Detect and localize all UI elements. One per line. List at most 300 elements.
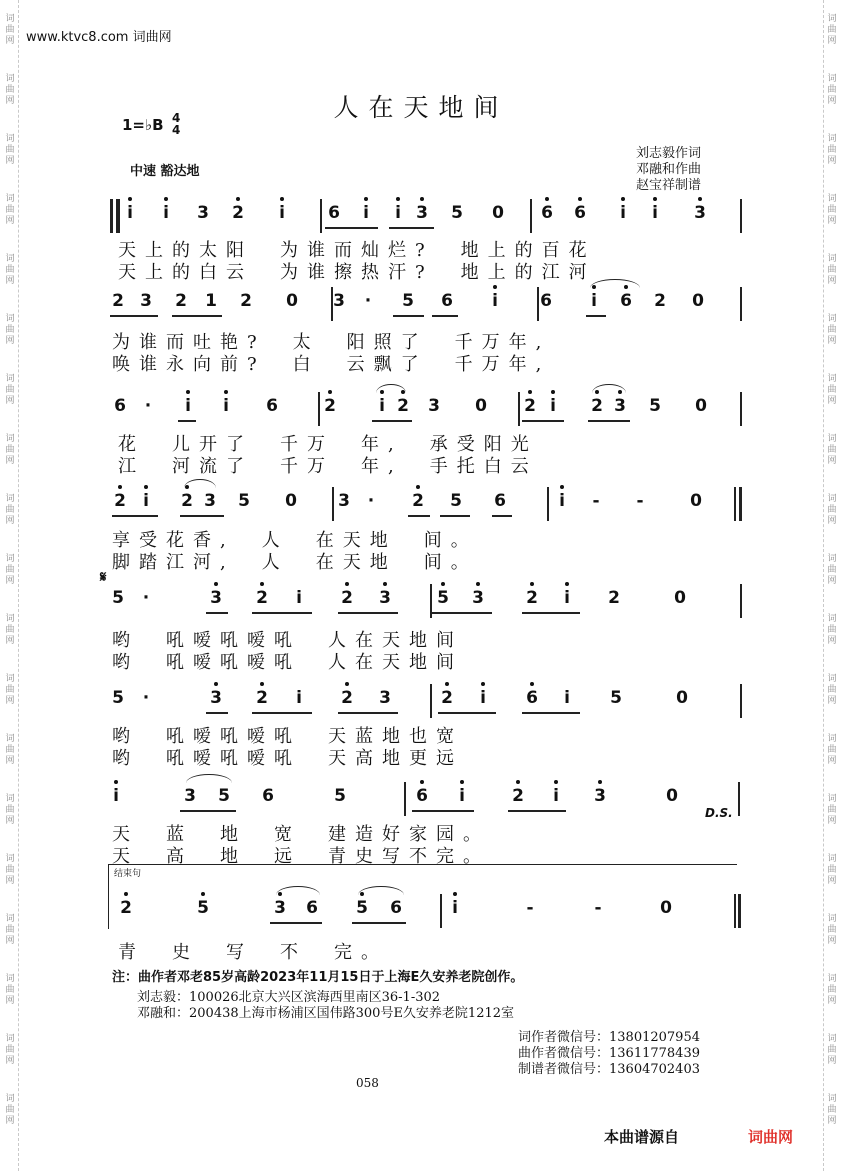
note: 3 xyxy=(274,898,286,918)
note: 5 xyxy=(402,291,414,311)
lyricist-wechat: 词作者微信号：13801207954 xyxy=(518,1030,700,1045)
bar-line xyxy=(738,782,740,816)
watermark-char: 网 xyxy=(827,875,837,886)
ending-label: 结束句 xyxy=(114,869,142,879)
note: 2 xyxy=(256,688,268,708)
watermark-char: 曲 xyxy=(5,804,15,815)
watermark-char: 词 xyxy=(5,793,15,804)
note: 3 xyxy=(416,203,428,223)
lyric-line: 天 高 地 远 青史写不完。 xyxy=(112,846,490,867)
dot-above xyxy=(201,892,205,896)
watermark-mark xyxy=(827,180,836,240)
note: · xyxy=(367,491,375,511)
lyricist-address: 刘志毅：100026北京大兴区滨海西里南区36-1-302 xyxy=(137,990,441,1005)
watermark-char: 曲 xyxy=(5,564,15,575)
arranger-wechat: 制谱者微信号：13604702403 xyxy=(518,1062,700,1077)
dot-above xyxy=(164,197,168,201)
dot-above xyxy=(114,780,118,784)
watermark-char: 词 xyxy=(5,913,15,924)
note: 6 xyxy=(541,203,553,223)
note: 2 xyxy=(324,396,336,416)
note: 2 xyxy=(112,291,124,311)
watermark-char: 网 xyxy=(5,455,15,466)
watermark-char: 词 xyxy=(5,1033,15,1044)
underline xyxy=(508,810,566,812)
watermark-char: 网 xyxy=(5,935,15,946)
watermark-char: 曲 xyxy=(827,84,837,95)
key-signature: 1=♭B xyxy=(122,116,164,134)
underline xyxy=(206,712,228,714)
underline xyxy=(432,315,458,317)
watermark-char: 网 xyxy=(827,1115,837,1126)
bar-line xyxy=(331,287,333,321)
watermark-mark xyxy=(827,840,836,900)
note: 0 xyxy=(666,786,678,806)
slur xyxy=(184,479,216,488)
bar-line xyxy=(740,392,742,426)
watermark-mark xyxy=(5,180,14,240)
dot-above xyxy=(328,390,332,394)
note: 3 xyxy=(379,688,391,708)
watermark-char: 词 xyxy=(827,253,837,264)
underline xyxy=(389,227,434,229)
watermark-mark xyxy=(827,540,836,600)
watermark-mark xyxy=(5,780,14,840)
underline xyxy=(270,922,322,924)
dot-above xyxy=(528,390,532,394)
slur xyxy=(592,384,626,393)
note: i xyxy=(113,786,119,806)
wechat-contacts xyxy=(518,1030,700,1078)
note: 3 xyxy=(184,786,196,806)
underline xyxy=(352,922,406,924)
watermark-mark xyxy=(5,900,14,960)
dot-above xyxy=(698,197,702,201)
watermark-mark xyxy=(5,300,14,360)
note: i xyxy=(564,688,570,708)
watermark-char: 曲 xyxy=(5,624,15,635)
note: i xyxy=(559,491,565,511)
dot-above xyxy=(416,485,420,489)
ending-bracket xyxy=(108,864,737,929)
dot-above xyxy=(493,285,497,289)
slur xyxy=(376,384,406,393)
note: 0 xyxy=(492,203,504,223)
note: - xyxy=(592,491,600,511)
bar-line xyxy=(320,199,322,233)
note: 2 xyxy=(341,688,353,708)
time-top: 4 xyxy=(172,111,181,125)
watermark-char: 词 xyxy=(5,973,15,984)
watermark-char: 曲 xyxy=(5,744,15,755)
watermark-mark xyxy=(5,120,14,180)
watermark-char: 网 xyxy=(827,815,837,826)
underline xyxy=(393,315,424,317)
watermark-char: 网 xyxy=(827,95,837,106)
watermark-char: 词 xyxy=(5,313,15,324)
note: 5 xyxy=(356,898,368,918)
note: 2 xyxy=(240,291,252,311)
watermark-char: 词 xyxy=(5,193,15,204)
watermark-char: 网 xyxy=(827,35,837,46)
watermark-mark xyxy=(5,540,14,600)
watermark-mark xyxy=(5,360,14,420)
note: · xyxy=(142,588,150,608)
note: 0 xyxy=(676,688,688,708)
note: i xyxy=(620,203,626,223)
bar-line xyxy=(547,487,549,521)
note: i xyxy=(363,203,369,223)
watermark-mark xyxy=(827,900,836,960)
watermark-char: 曲 xyxy=(5,444,15,455)
note: i xyxy=(143,491,149,511)
note: - xyxy=(526,898,534,918)
watermark-char: 曲 xyxy=(827,444,837,455)
note: 2 xyxy=(526,588,538,608)
watermark-char: 曲 xyxy=(827,504,837,515)
dot-above xyxy=(453,892,457,896)
watermark-char: 网 xyxy=(827,155,837,166)
watermark-char: 网 xyxy=(827,515,837,526)
note: 0 xyxy=(690,491,702,511)
dot-above xyxy=(345,682,349,686)
note: 0 xyxy=(660,898,672,918)
watermark-char: 曲 xyxy=(827,564,837,575)
note: 3 xyxy=(197,203,209,223)
watermark-mark xyxy=(5,840,14,900)
note: 6 xyxy=(574,203,586,223)
bar-line xyxy=(430,684,432,718)
watermark-char: 网 xyxy=(5,275,15,286)
dot-above xyxy=(214,682,218,686)
note: i xyxy=(127,203,133,223)
note: i xyxy=(279,203,285,223)
composer-address: 邓融和：200438上海市杨浦区国伟路300号E久安养老院1212室 xyxy=(137,1006,515,1021)
bar-line xyxy=(740,684,742,718)
watermark-char: 网 xyxy=(827,1055,837,1066)
note: 2 xyxy=(412,491,424,511)
note: i xyxy=(564,588,570,608)
note: 6 xyxy=(494,491,506,511)
watermark-char: 网 xyxy=(5,815,15,826)
repeat-end-thick xyxy=(739,487,742,521)
tempo-marking: 中速 豁达地 xyxy=(130,164,200,179)
watermark-mark xyxy=(827,240,836,300)
underline xyxy=(112,515,158,517)
note: 5 xyxy=(334,786,346,806)
watermark-char: 曲 xyxy=(5,84,15,95)
note: 0 xyxy=(695,396,707,416)
dot-above xyxy=(118,485,122,489)
note: 3 xyxy=(694,203,706,223)
note: 5 xyxy=(610,688,622,708)
dot-above xyxy=(565,582,569,586)
note: · xyxy=(142,688,150,708)
underline xyxy=(252,712,312,714)
watermark-char: 词 xyxy=(827,613,837,624)
watermark-mark xyxy=(5,240,14,300)
underline xyxy=(325,227,378,229)
left-watermark-strip xyxy=(2,0,19,1171)
watermark-char: 曲 xyxy=(5,1044,15,1055)
watermark-mark xyxy=(827,120,836,180)
note: 3 xyxy=(379,588,391,608)
watermark-char: 曲 xyxy=(5,984,15,995)
note: 2 xyxy=(341,588,353,608)
note: i xyxy=(492,291,498,311)
slur xyxy=(186,774,232,783)
dot-above xyxy=(280,197,284,201)
watermark-char: 网 xyxy=(5,1055,15,1066)
note: i xyxy=(185,396,191,416)
note: 6 xyxy=(114,396,126,416)
note: i xyxy=(459,786,465,806)
note: 3 xyxy=(204,491,216,511)
watermark-char: 词 xyxy=(5,733,15,744)
underline xyxy=(412,810,474,812)
watermark-char: 曲 xyxy=(827,144,837,155)
watermark-char: 曲 xyxy=(5,504,15,515)
watermark-char: 词 xyxy=(827,1093,837,1104)
repeat-end-thin xyxy=(734,487,736,521)
lyric-line: 天上的太阳 为谁而灿烂? 地上的百花 xyxy=(118,240,596,261)
lyric-line: 唤谁永向前? 白 云飘了 千万年, xyxy=(112,354,551,375)
source-site-link[interactable]: 词曲网 xyxy=(748,1128,794,1146)
dot-above xyxy=(236,197,240,201)
note: 2 xyxy=(591,396,603,416)
watermark-char: 词 xyxy=(5,1093,15,1104)
note: 0 xyxy=(692,291,704,311)
underline xyxy=(338,712,398,714)
note: 5 xyxy=(649,396,661,416)
note: i xyxy=(550,396,556,416)
watermark-char: 词 xyxy=(827,373,837,384)
watermark-char: 网 xyxy=(827,275,837,286)
segno-sign: 𝄋 xyxy=(100,568,107,586)
watermark-char: 词 xyxy=(827,133,837,144)
dot-above xyxy=(621,197,625,201)
watermark-mark xyxy=(827,960,836,1020)
watermark-mark xyxy=(827,780,836,840)
note: 6 xyxy=(306,898,318,918)
watermark-char: 曲 xyxy=(5,144,15,155)
repeat-start-thick xyxy=(110,199,113,233)
bar-line xyxy=(740,287,742,321)
watermark-char: 网 xyxy=(827,935,837,946)
watermark-char: 曲 xyxy=(827,1104,837,1115)
bar-line xyxy=(440,894,442,928)
note: 1 xyxy=(205,291,217,311)
watermark-mark xyxy=(827,720,836,780)
note: 2 xyxy=(524,396,536,416)
repeat-start-thin xyxy=(116,199,118,233)
note: 3 xyxy=(210,688,222,708)
watermark-char: 网 xyxy=(5,335,15,346)
note: 2 xyxy=(654,291,666,311)
dot-above xyxy=(554,780,558,784)
watermark-char: 网 xyxy=(5,635,15,646)
underline xyxy=(492,515,512,517)
watermark-mark xyxy=(827,1080,836,1140)
addresses xyxy=(137,990,514,1022)
watermark-char: 词 xyxy=(827,733,837,744)
watermark-char: 曲 xyxy=(827,684,837,695)
note: i xyxy=(591,291,597,311)
note: 3 xyxy=(614,396,626,416)
watermark-char: 曲 xyxy=(5,204,15,215)
watermark-char: 网 xyxy=(827,755,837,766)
bar-line xyxy=(740,584,742,618)
note: 2 xyxy=(441,688,453,708)
watermark-char: 曲 xyxy=(827,924,837,935)
watermark-char: 曲 xyxy=(827,624,837,635)
watermark-char: 曲 xyxy=(827,1044,837,1055)
note: · xyxy=(364,291,372,311)
dot-above xyxy=(124,892,128,896)
note: 6 xyxy=(262,786,274,806)
note: 2 xyxy=(232,203,244,223)
underline xyxy=(178,420,196,422)
source-label: 本曲谱源自 xyxy=(604,1128,680,1146)
note: 0 xyxy=(674,588,686,608)
watermark-char: 曲 xyxy=(5,384,15,395)
underline xyxy=(408,515,430,517)
watermark-char: 曲 xyxy=(827,864,837,875)
note: i xyxy=(296,588,302,608)
watermark-char: 曲 xyxy=(5,684,15,695)
dot-above xyxy=(551,390,555,394)
note: 3 xyxy=(472,588,484,608)
watermark-char: 网 xyxy=(5,395,15,406)
dot-above xyxy=(396,197,400,201)
watermark-char: 词 xyxy=(827,793,837,804)
watermark-char: 曲 xyxy=(5,324,15,335)
watermark-mark xyxy=(5,960,14,1020)
note: - xyxy=(636,491,644,511)
watermark-char: 曲 xyxy=(5,24,15,35)
watermark-char: 词 xyxy=(5,853,15,864)
lyric-line: 哟 吼嗳吼嗳吼 天高地更远 xyxy=(112,748,463,769)
lyric-line: 享受花香, 人 在天地 间。 xyxy=(112,530,478,551)
watermark-char: 词 xyxy=(827,73,837,84)
dot-above xyxy=(420,197,424,201)
note: 2 xyxy=(256,588,268,608)
annotation: 注：曲作者邓老85岁高龄2023年11月15日于上海E久安养老院创作。 xyxy=(112,970,524,985)
watermark-char: 曲 xyxy=(827,744,837,755)
watermark-char: 曲 xyxy=(5,864,15,875)
lyric-line: 哟 吼嗳吼嗳吼 人在天地间 xyxy=(112,652,463,673)
lyric-line: 哟 吼嗳吼嗳吼 天蓝地也宽 xyxy=(112,726,463,747)
watermark-char: 曲 xyxy=(827,324,837,335)
dot-above xyxy=(460,780,464,784)
dot-above xyxy=(224,390,228,394)
bar-line xyxy=(734,894,736,928)
underline xyxy=(110,315,158,317)
watermark-char: 网 xyxy=(827,575,837,586)
watermark-char: 词 xyxy=(827,313,837,324)
note: · xyxy=(144,396,152,416)
time-signature xyxy=(172,112,180,136)
watermark-mark xyxy=(827,660,836,720)
note: 3 xyxy=(428,396,440,416)
arranger-credit: 赵宝祥制谱 xyxy=(636,178,702,193)
watermark-char: 词 xyxy=(5,373,15,384)
watermark-char: 曲 xyxy=(5,264,15,275)
note: 6 xyxy=(620,291,632,311)
watermark-char: 网 xyxy=(5,695,15,706)
note: 2 xyxy=(608,588,620,608)
watermark-mark xyxy=(827,0,836,60)
watermark-mark xyxy=(5,480,14,540)
dot-above xyxy=(530,582,534,586)
dot-above xyxy=(345,582,349,586)
lyric-line: 哟 吼嗳吼嗳吼 人在天地间 xyxy=(112,630,463,651)
page-number: 058 xyxy=(356,1076,379,1090)
note: 6 xyxy=(390,898,402,918)
lyricist-credit: 刘志毅作词 xyxy=(636,146,702,161)
note: 2 xyxy=(120,898,132,918)
underline xyxy=(372,420,412,422)
watermark-mark xyxy=(827,600,836,660)
dot-above xyxy=(530,682,534,686)
watermark-char: 网 xyxy=(5,35,15,46)
watermark-char: 词 xyxy=(827,433,837,444)
watermark-mark xyxy=(5,660,14,720)
lyric-line: 青 史 写 不 完。 xyxy=(118,942,388,963)
watermark-char: 网 xyxy=(827,695,837,706)
underline xyxy=(522,420,564,422)
note: 5 xyxy=(238,491,250,511)
note: 3 xyxy=(210,588,222,608)
dot-above xyxy=(186,390,190,394)
note: i xyxy=(296,688,302,708)
watermark-mark xyxy=(5,600,14,660)
watermark-char: 曲 xyxy=(827,984,837,995)
dot-above xyxy=(144,485,148,489)
site-header[interactable]: www.ktvc8.com 词曲网 xyxy=(26,30,172,45)
note: i xyxy=(395,203,401,223)
watermark-mark xyxy=(5,720,14,780)
bar-line xyxy=(430,584,432,618)
composer-wechat: 曲作者微信号：13611778439 xyxy=(518,1046,700,1061)
dot-above xyxy=(260,582,264,586)
watermark-mark xyxy=(827,480,836,540)
note: i xyxy=(553,786,559,806)
bar-line xyxy=(537,287,539,321)
dot-above xyxy=(560,485,564,489)
underline xyxy=(586,315,606,317)
dot-above xyxy=(481,682,485,686)
watermark-char: 网 xyxy=(5,875,15,886)
dot-above xyxy=(364,197,368,201)
watermark-char: 网 xyxy=(827,395,837,406)
dot-above xyxy=(383,582,387,586)
dot-above xyxy=(445,682,449,686)
watermark-char: 曲 xyxy=(827,24,837,35)
watermark-mark xyxy=(827,1020,836,1080)
watermark-mark xyxy=(5,1020,14,1080)
note: 2 xyxy=(512,786,524,806)
note: 5 xyxy=(112,588,124,608)
underline xyxy=(432,612,492,614)
bar-line xyxy=(332,487,334,521)
watermark-char: 网 xyxy=(5,995,15,1006)
lyric-line: 江 河流了 千万 年, 手托白云 xyxy=(118,456,538,477)
note: 6 xyxy=(540,291,552,311)
underline xyxy=(252,612,312,614)
watermark-char: 词 xyxy=(827,13,837,24)
note: 3 xyxy=(338,491,350,511)
